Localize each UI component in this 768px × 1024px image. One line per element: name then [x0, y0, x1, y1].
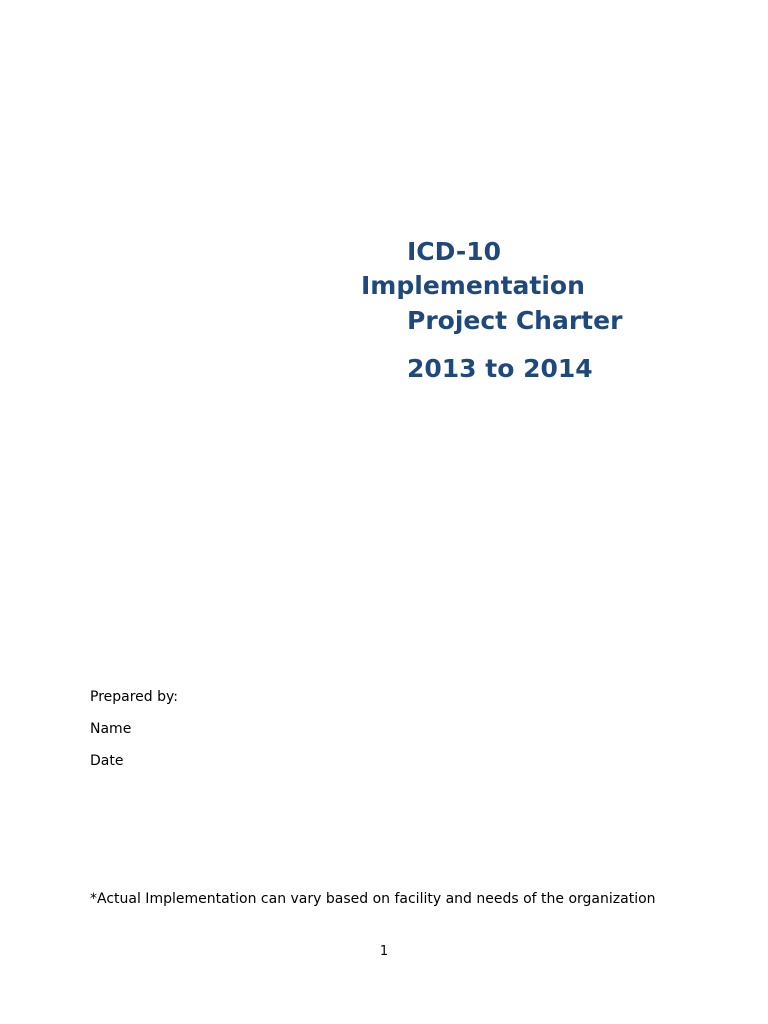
prepared-date: Date — [90, 753, 124, 769]
page-number: 1 — [379, 944, 389, 959]
title-line-implementation: Implementation — [361, 271, 585, 300]
title-years: 2013 to 2014 — [407, 354, 593, 383]
prepared-by-label: Prepared by: — [90, 689, 178, 705]
implementation-note: *Actual Implementation can vary based on facility and needs of the organization — [90, 891, 656, 907]
title-line-icd10: ICD-10 — [407, 237, 502, 266]
prepared-name: Name — [90, 721, 132, 737]
title-line-project-charter: Project Charter — [407, 306, 623, 335]
